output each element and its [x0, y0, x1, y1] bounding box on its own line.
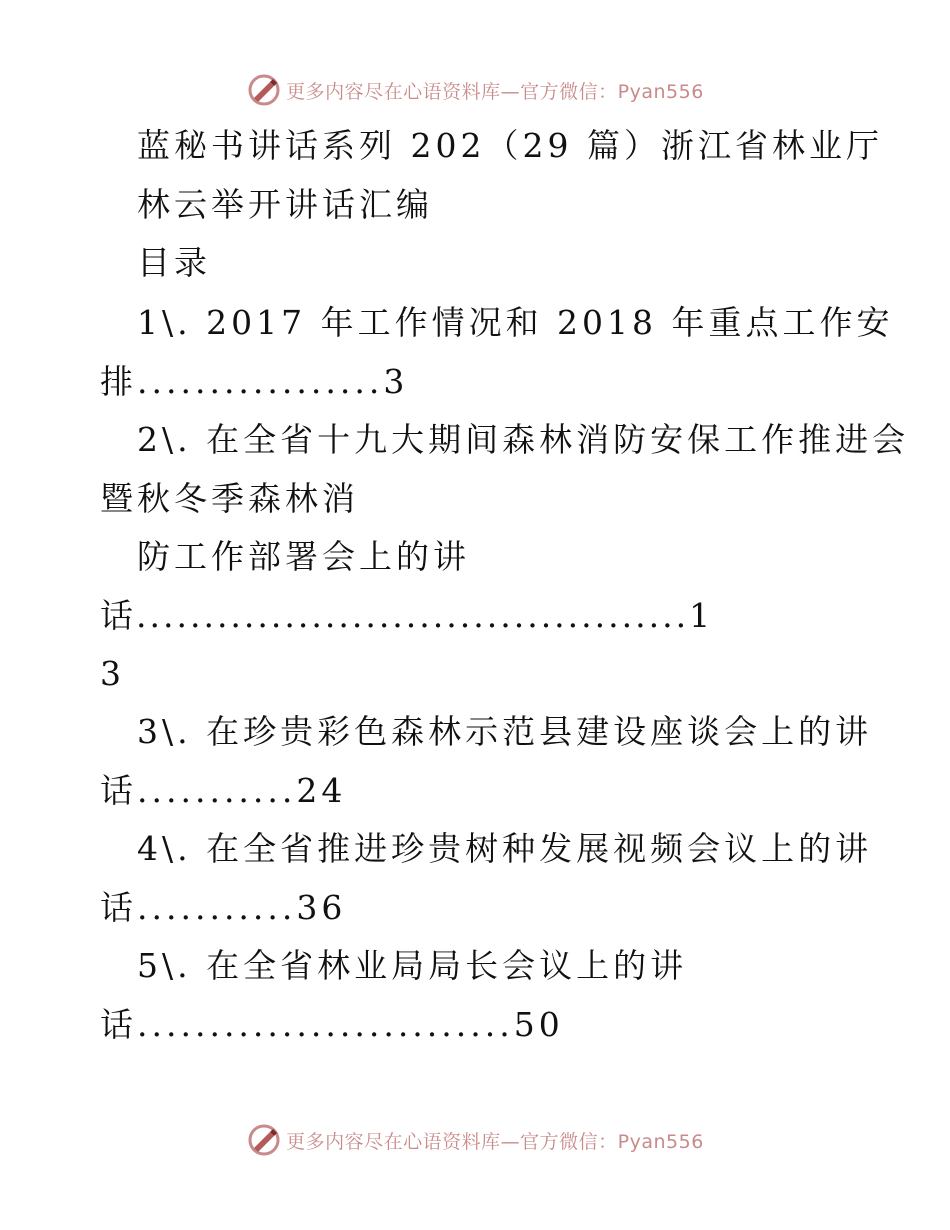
toc-line: 话...........36 [100, 888, 347, 927]
toc-line: 话..........................50 [100, 1005, 564, 1044]
watermark-text: 更多内容尽在心语资料库—官方微信：Pyan556 [286, 1130, 704, 1153]
toc-heading: 目录 [137, 243, 211, 282]
toc-line: 2\. 在全省十九大期间森林消防安保工作推进会 [137, 420, 910, 459]
watermark-top [0, 70, 950, 110]
toc-line: 3 [100, 654, 125, 693]
watermark-bottom [0, 1120, 950, 1160]
toc-line: 暨秋冬季森林消 [100, 479, 359, 518]
toc-line: 3\. 在珍贵彩色森林示范县建设座谈会上的讲 [137, 712, 873, 751]
toc-line: 5\. 在全省林业局局长会议上的讲 [137, 946, 688, 985]
toc-line: 防工作部署会上的讲 [137, 537, 470, 576]
toc-line: 1\. 2017 年工作情况和 2018 年重点工作安 [137, 303, 894, 342]
document-title-line-1: 蓝秘书讲话系列 202（29 篇）浙江省林业厅 [137, 126, 883, 165]
toc-line: 话...........24 [100, 771, 347, 810]
document-title-line-2: 林云举开讲话汇编 [137, 185, 433, 224]
watermark-text: 更多内容尽在心语资料库—官方微信：Pyan556 [286, 80, 704, 103]
toc-line: 话.........................................1 [100, 596, 714, 635]
pen-logo-icon [246, 72, 282, 108]
pen-logo-icon [246, 1122, 282, 1158]
toc-line: 排.................3 [100, 362, 409, 401]
toc-line: 4\. 在全省推进珍贵树种发展视频会议上的讲 [137, 829, 873, 868]
